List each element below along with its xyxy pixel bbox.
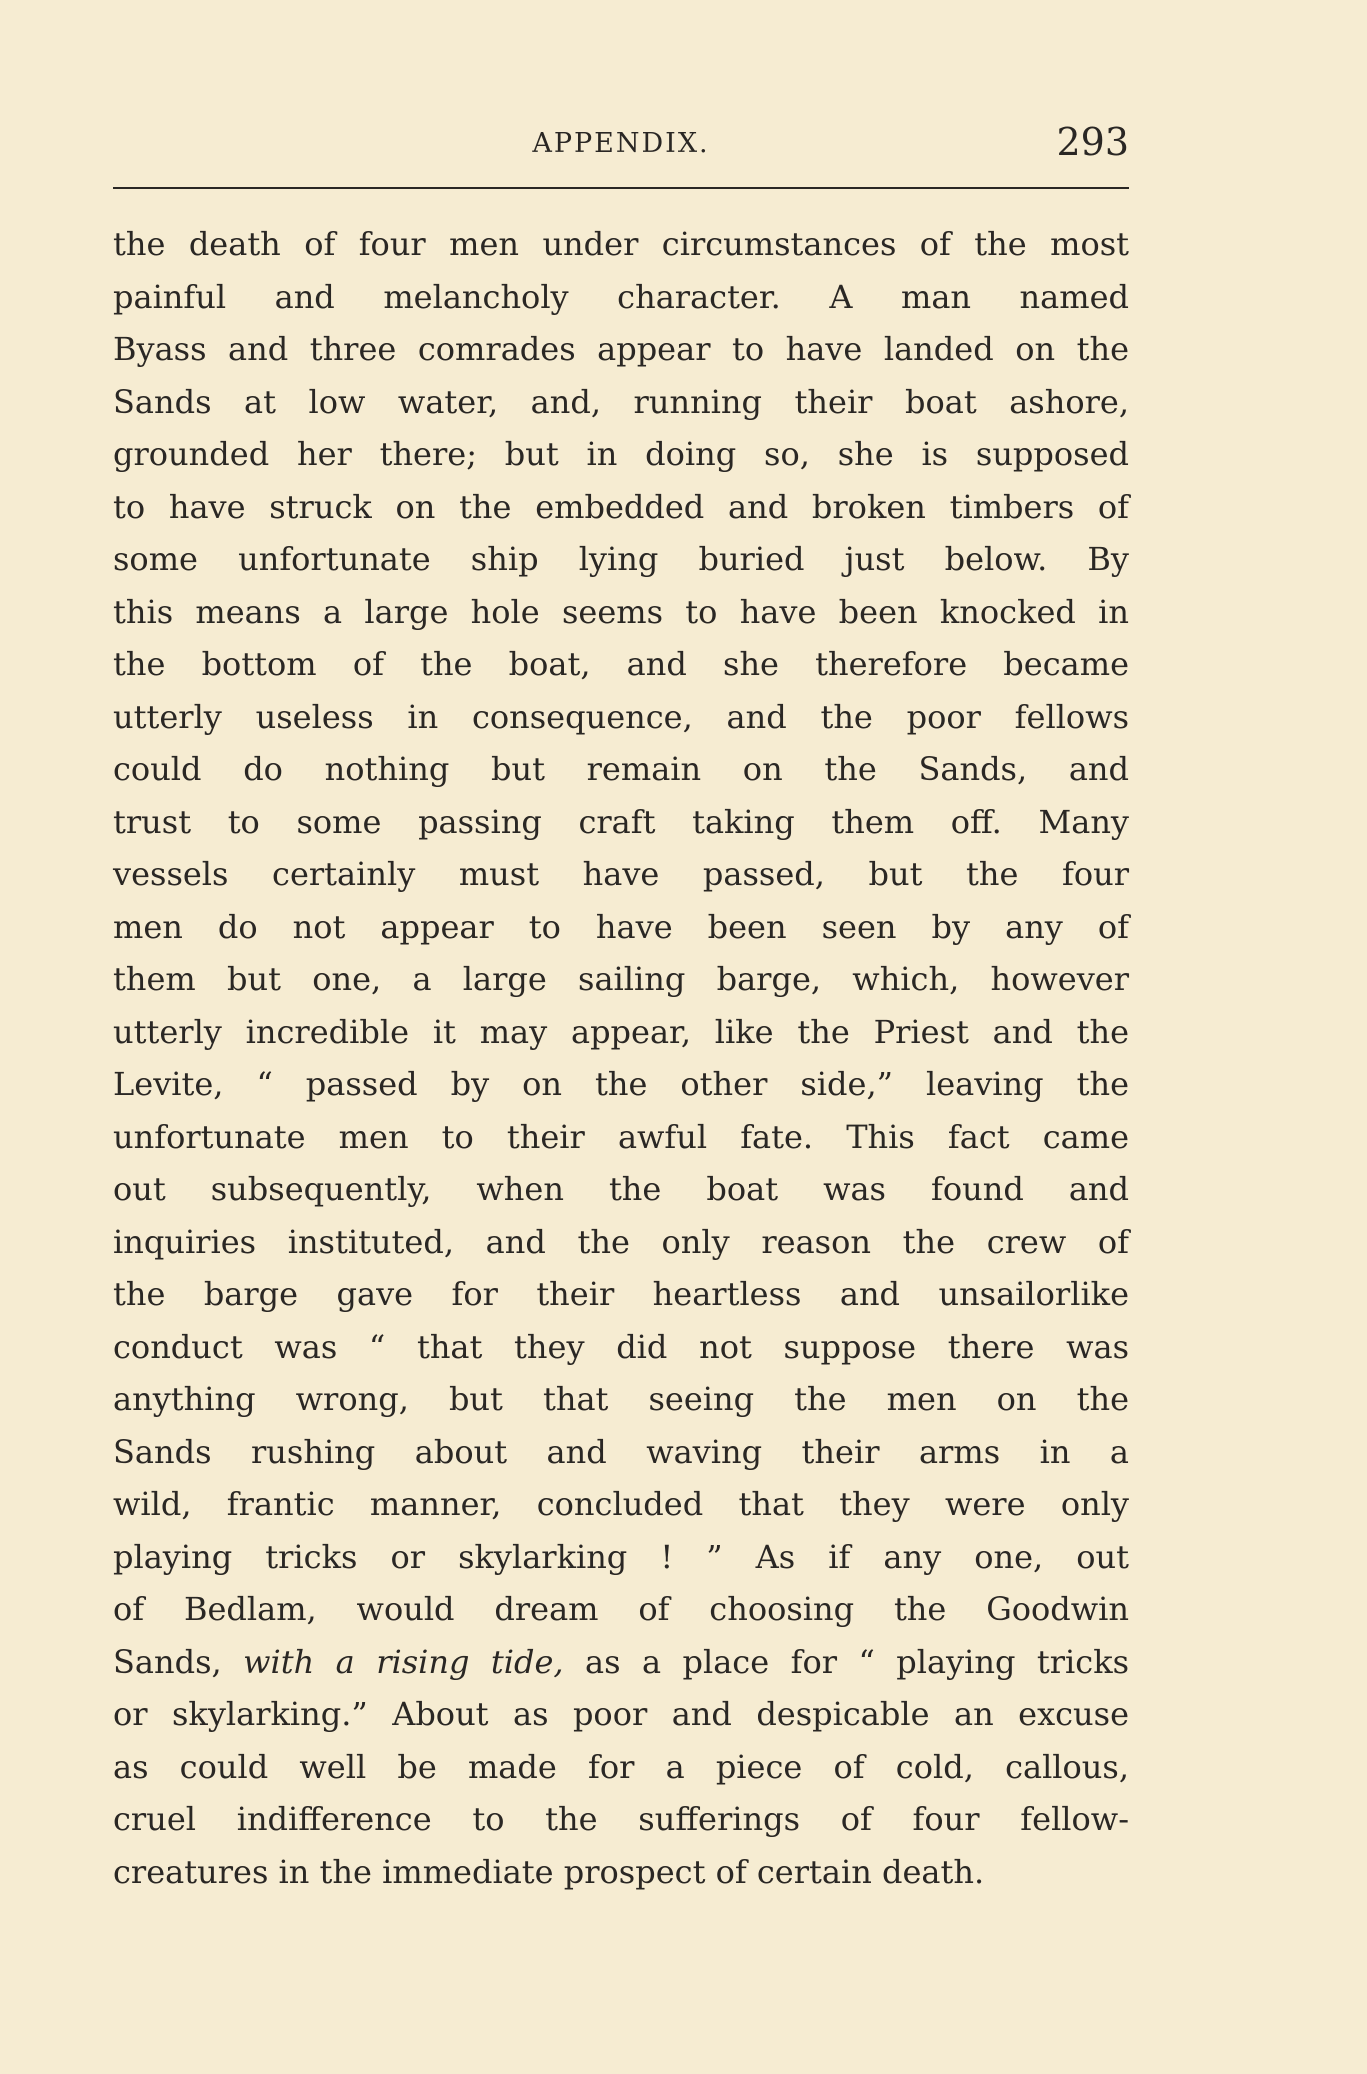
text-line: vessels certainly must have passed, but the four — [113, 855, 1129, 893]
text-line: grounded her there; but in doing so, she is supposed — [113, 435, 1129, 473]
text-line: Sands at low water, and, running their boat ashore, — [113, 382, 1129, 421]
text-segment: as a place for “ playing tricks — [563, 1642, 1130, 1681]
page-number: 293 — [1056, 120, 1129, 164]
text-line: Sands rushing about and waving their arms in a — [113, 1432, 1129, 1471]
text-line: the death of four men under circumstances of the most — [113, 225, 1129, 263]
running-head-title: APPENDIX. — [532, 128, 710, 159]
text-line: of Bedlam, would dream of choosing the Goodwin — [113, 1590, 1129, 1628]
text-line: conduct was “ that they did not suppose there was — [113, 1327, 1129, 1366]
text-line: inquiries instituted, and the only reason the crew of — [113, 1222, 1129, 1261]
text-line: the barge gave for their heartless and unsailorlike — [113, 1275, 1129, 1313]
text-segment: Sands, — [113, 1642, 244, 1681]
text-line: unfortunate men to their awful fate. This fact came — [113, 1117, 1129, 1156]
text-line-final: creatures in the immediate prospect of certain death. — [113, 1852, 985, 1891]
running-head — [113, 118, 1129, 168]
text-line: them but one, a large sailing barge, which, however — [113, 960, 1129, 998]
text-line: Levite, “ passed by on the other side,” leaving the — [113, 1065, 1129, 1103]
text-line: as could well be made for a piece of cold, callous, — [113, 1747, 1129, 1786]
text-line: men do not appear to have been seen by any of — [113, 907, 1129, 946]
text-line: Byass and three comrades appear to have landed on the — [113, 330, 1129, 368]
text-line: could do nothing but remain on the Sands, and — [113, 750, 1129, 788]
text-line: utterly incredible it may appear, like the Priest and the — [113, 1012, 1129, 1051]
text-line: or skylarking.” About as poor and despicable an excuse — [113, 1695, 1129, 1733]
text-line: playing tricks or skylarking ! ” As if any one, out — [113, 1537, 1129, 1576]
text-line: utterly useless in consequence, and the poor fellows — [113, 697, 1129, 736]
text-line: out subsequently, when the boat was found and — [113, 1170, 1129, 1208]
text-line: cruel indifference to the sufferings of four fellow- — [113, 1800, 1129, 1838]
text-line: painful and melancholy character. A man named — [113, 277, 1129, 316]
text-line: the bottom of the boat, and she therefore became — [113, 645, 1129, 683]
text-line: some unfortunate ship lying buried just below. By — [113, 540, 1129, 578]
body-text — [113, 218, 1129, 1898]
italic-phrase: with a rising tide, — [243, 1642, 564, 1681]
text-line-with-italic — [113, 1636, 1129, 1689]
text-line: trust to some passing craft taking them off. Many — [113, 802, 1129, 841]
text-line: to have struck on the embedded and broken timbers of — [113, 487, 1129, 526]
text-line: this means a large hole seems to have been knocked in — [113, 592, 1129, 631]
text-line: anything wrong, but that seeing the men on the — [113, 1380, 1129, 1418]
text-line: wild, frantic manner, concluded that they were only — [113, 1485, 1129, 1523]
header-rule — [113, 187, 1129, 189]
